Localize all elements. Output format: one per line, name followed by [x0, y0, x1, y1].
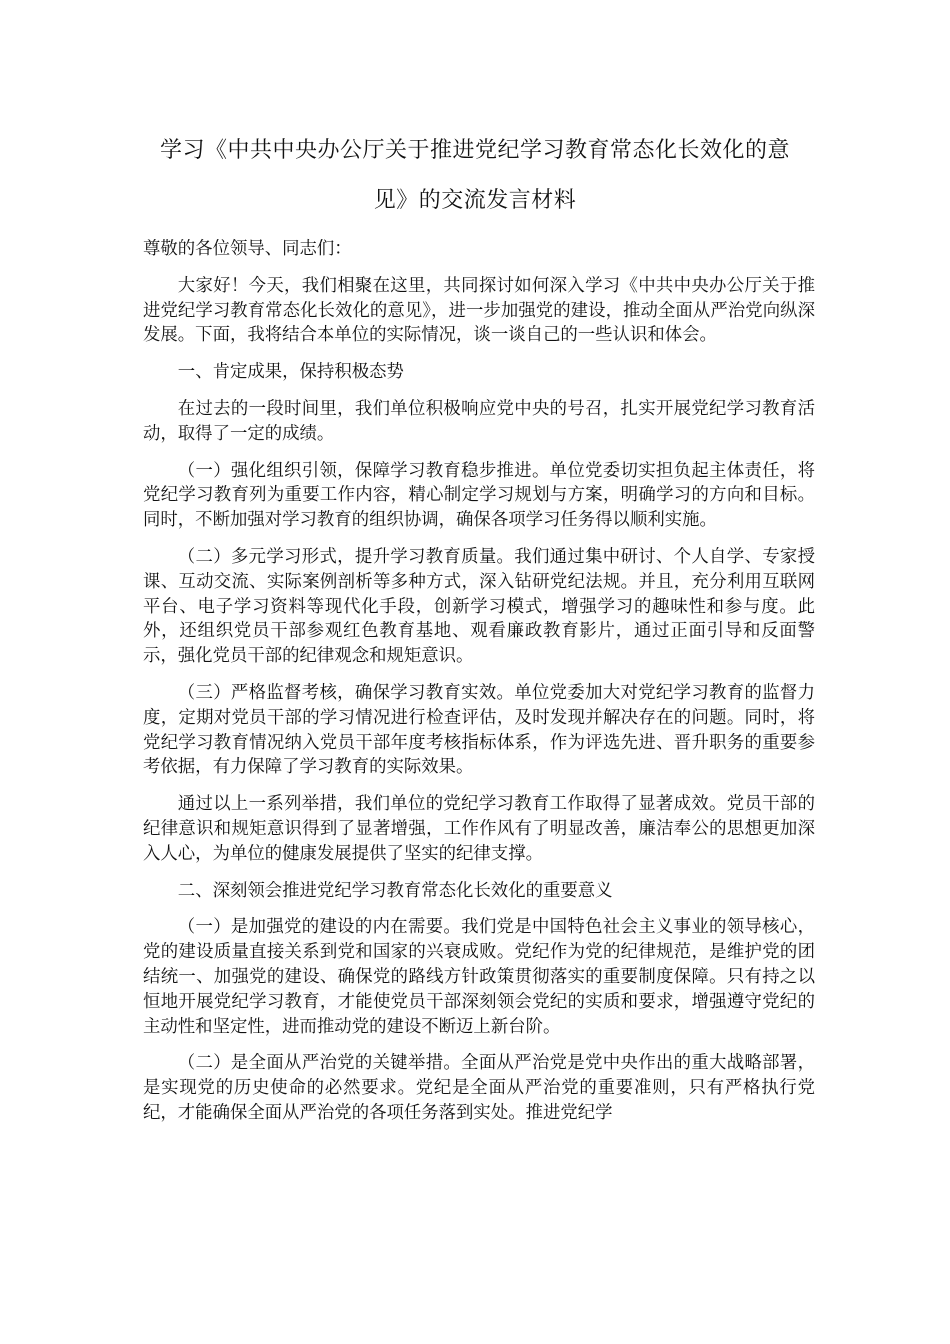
- paragraph: 在过去的一段时间里，我们单位积极响应党中央的号召，扎实开展党纪学习教育活动，取得了一定的成绩。: [143, 398, 815, 444]
- paragraph: （二）是全面从严治党的关键举措。全面从严治党是党中央作出的重大战略部署，是实现党的历史使命的必然要求。党纪是全面从严治党的重要准则，只有严格执行党纪，才能确保全面从严治党的各项任务落到实处。推进党纪学: [143, 1053, 815, 1123]
- document-title-line-1: 学习《中共中央办公厅关于推进党纪学习教育常态化长效化的意: [159, 138, 790, 163]
- paragraph: （一）强化组织引领，保障学习教育稳步推进。单位党委切实担负起主体责任，将党纪学习教育列为重要工作内容，精心制定学习规划与方案，明确学习的方向和目标。同时，不断加强对学习教育的组织协调，确保各项学习任务得以顺利实施。: [143, 460, 815, 531]
- section-heading-1: 一、肯定成果，保持积极态势: [177, 362, 404, 383]
- paragraph: （二）多元学习形式，提升学习教育质量。我们通过集中研讨、个人自学、专家授课、互动交流、实际案例剖析等多种方式，深入钻研党纪法规。并且，充分利用互联网平台、电子学习资料等现代化手段，创新学习模式，增强学习的趣味性和参与度。此外，还组织党员干部参观红色教育基地、观看廉政教育影片，通过正面引导和反面警示，强化党员干部的纪律观念和规矩意识。: [143, 546, 815, 667]
- document-title-line-2: 见》的交流发言材料: [373, 188, 577, 213]
- paragraph: （三）严格监督考核，确保学习教育实效。单位党委加大对党纪学习教育的监督力度，定期对党员干部的学习情况进行检查评估，及时发现并解决存在的问题。同时，将党纪学习教育情况纳入党员干部年度考核指标体系，作为评选先进、晋升职务的重要参考依据，有力保障了学习教育的实际效果。: [143, 682, 815, 778]
- section-heading-2: 二、深刻领会推进党纪学习教育常态化长效化的重要意义: [177, 880, 613, 901]
- document-body: [143, 237, 815, 1138]
- paragraph: 通过以上一系列举措，我们单位的党纪学习教育工作取得了显著成效。党员干部的纪律意识和规矩意识得到了显著增强，工作作风有了明显改善，廉洁奉公的思想更加深入人心，为单位的健康发展提供了坚实的纪律支撑。: [143, 794, 815, 864]
- salutation: 尊敬的各位领导、同志们：: [143, 239, 352, 259]
- paragraph: （一）是加强党的建设的内在需要。我们党是中国特色社会主义事业的领导核心，党的建设质量直接关系到党和国家的兴衰成败。党纪作为党的纪律规范，是维护党的团结统一、加强党的建设、确保党的路线方针政策贯彻落实的重要制度保障。只有持之以恒地开展党纪学习教育，才能使党员干部深刻领会党纪的实质和要求，增强遵守党纪的主动性和坚定性，进而推动党的建设不断迈上新台阶。: [143, 917, 815, 1037]
- paragraph-opening: 大家好！今天，我们相聚在这里，共同探讨如何深入学习《中共中央办公厅关于推进党纪学习教育常态化长效化的意见》，进一步加强党的建设，推动全面从严治党向纵深发展。下面，我将结合本单位的实际情况，谈一谈自己的一些认识和体会。: [143, 275, 815, 346]
